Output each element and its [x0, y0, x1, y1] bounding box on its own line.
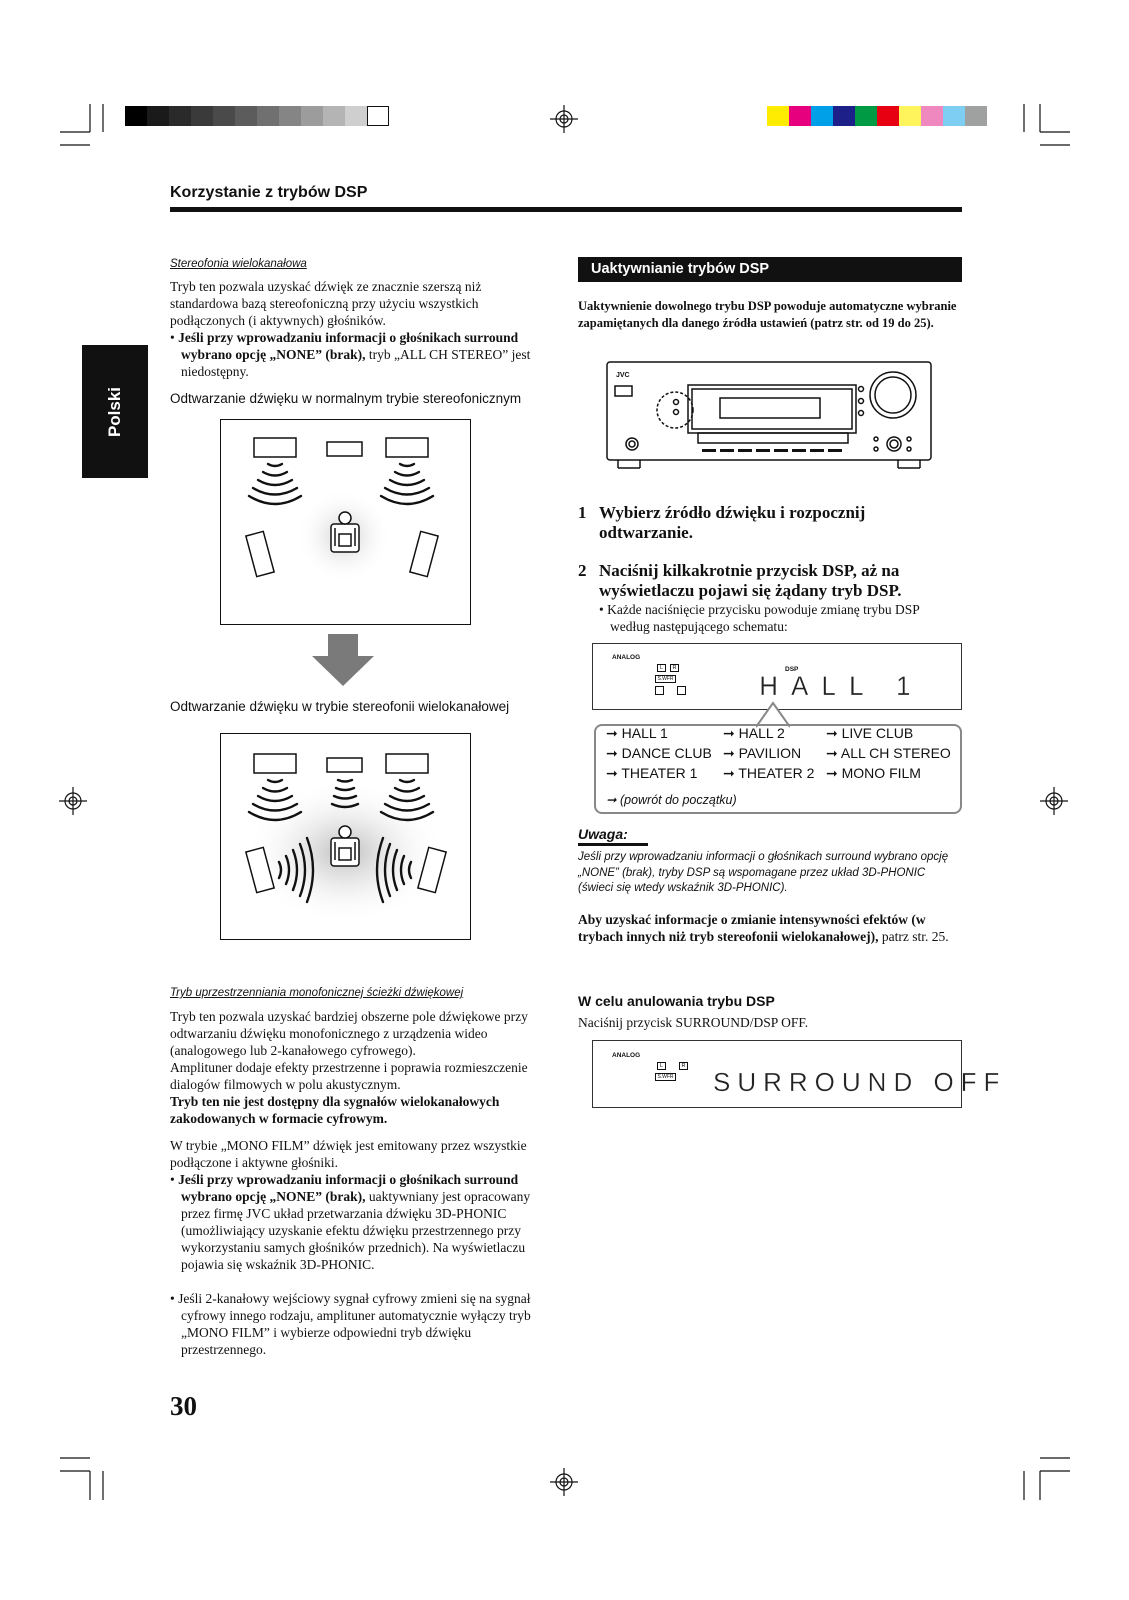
color-patch [811, 106, 833, 126]
receiver-brand: JVC [616, 372, 630, 379]
language-tab-label: Polski [105, 386, 124, 437]
arrow-right-icon: ➞ [723, 745, 739, 761]
color-patch [767, 106, 789, 126]
note-heading: Uwaga: [578, 826, 628, 842]
arrow-right-icon: ➞ [723, 765, 739, 781]
arrow-right-icon: ➞ [826, 745, 841, 761]
speaker-layout-icon [221, 420, 471, 625]
stereo-bullet-bold: Jeśli przy wprowadzaniu informacji o głośnikach surround wybrano opcję „NONE” (brak), [178, 330, 519, 362]
stereo-bullet-rest: tryb „ALL CH STEREO” jest niedostępny. [181, 347, 531, 379]
step2-bullet: • Każde naciśnięcie przycisku powoduje zmianę trybu DSP według następującego schematu: [599, 602, 920, 634]
language-tab [82, 345, 148, 478]
cancel-heading: W celu anulowania trybu DSP [578, 993, 775, 1009]
color-patch [833, 106, 855, 126]
lcd2-text: SURROUND OFF [713, 1067, 1007, 1097]
caption-normal: Odtwarzanie dźwięku w normalnym trybie stereofonicznym [170, 391, 522, 406]
dsp-sequence-box [594, 724, 962, 814]
color-strip [767, 106, 987, 126]
activate-intro: Uaktywnienie dowolnego trybu DSP powoduje automatyczne wybranie zapamiętanych dla danego źródła ustawień (patrz str. od 19 do 25). [578, 299, 957, 330]
grayscale-patch [345, 106, 367, 126]
mono-heading: Tryb uprzestrzenniania monofonicznej ścieżki dźwiękowej [170, 987, 464, 999]
lcd2-r: R [679, 1062, 688, 1070]
grayscale-patch [301, 106, 323, 126]
multichannel-stereo-diagram [220, 733, 471, 940]
dsp-mode-label: ALL CH STEREO [840, 745, 951, 761]
color-patch [943, 106, 965, 126]
dsp-mode-label: THEATER 1 [621, 765, 698, 781]
dsp-mode-label: MONO FILM [841, 765, 921, 781]
mono-bullet2: • Jeśli 2-kanałowy wejściowy sygnał cyfrowy zmieni się na sygnał cyfrowy innego rodzaju, amplituner automatycznie wyłączy tryb „MONO FILM” i wybierze odpowiedni tryb dźwięku przestrzennego. [170, 1291, 531, 1357]
color-patch [965, 106, 987, 126]
arrow-right-icon: ➞ [826, 765, 842, 781]
mono-para2: Amplituner dodaje efekty przestrzenne i poprawia rozmieszczenie dialogów filmowych w polu akustycznym. [170, 1060, 528, 1092]
mono-para3: W trybie „MONO FILM” dźwięk jest emitowany przez wszystkie podłączone i aktywne głośniki. [170, 1138, 527, 1170]
dsp-mode-item [606, 725, 668, 742]
color-patch [789, 106, 811, 126]
intensity-bold: Aby uzyskać informacje o zmianie intensywności efektów (w trybach innych niż tryb stereofonii wielokanałowej), [578, 912, 926, 944]
dsp-mode-label: PAVILION [738, 745, 802, 761]
arrow-right-icon: ➞ [826, 725, 842, 741]
grayscale-strip [125, 106, 389, 126]
lcd2-analog: ANALOG [612, 1052, 641, 1059]
stereo-heading: Stereofonia wielokanałowa [170, 258, 307, 270]
dsp-mode-item [723, 745, 801, 762]
step1-text: Wybierz źródło dźwięku i rozpocznij odtwarzanie. [599, 503, 866, 542]
page-number: 30 [170, 1391, 197, 1421]
activate-heading-bar [578, 257, 962, 282]
arrow-right-icon: ➞ [606, 765, 622, 781]
lcd1-l: L [657, 664, 666, 672]
down-arrow-icon [312, 634, 374, 686]
color-patch [855, 106, 877, 126]
lcd2-swfr: S.WFR [655, 1073, 676, 1081]
lcd1-indicator-right [677, 686, 686, 695]
dsp-mode-item [826, 765, 921, 782]
step2-text: Naciśnij kilkakrotnie przycisk DSP, aż na wyświetlaczu pojawi się żądany tryb DSP. [599, 561, 902, 600]
mono-para2-bold: Tryb ten nie jest dostępny dla sygnałów wielokanałowych zakodowanych w formacie cyfrowym. [170, 1094, 500, 1126]
lcd1-dsp: DSP [785, 666, 799, 673]
intensity-rest: patrz str. 25. [881, 929, 949, 944]
dsp-mode-label: HALL 1 [621, 725, 668, 741]
stereo-paragraph: Tryb ten pozwala uzyskać dźwięk ze znacznie szerszą niż standardowa bazą stereofoniczną przy użyciu wszystkich podłączonych (i aktywnych) głośników. [170, 279, 482, 328]
lcd1-indicator-left [655, 686, 664, 695]
mono-bullet1: • Jeśli przy wprowadzaniu informacji o głośnikach surround wybrano opcję „NONE” (brak), uaktywniany jest opracowany przez firmę JVC układ przetwarzania dźwięku 3D-PHONIC (umożliwiający uzyskanie efektu dźwięku przestrzennego przy wykorzystaniu samych głośników przednich). Na wyświetlaczu pojawia się wskaźnik 3D-PHONIC. [170, 1172, 531, 1272]
grayscale-patch [191, 106, 213, 126]
lcd-display-hall1 [592, 643, 962, 710]
mono-bullet2-text: Jeśli 2-kanałowy wejściowy sygnał cyfrowy zmieni się na sygnał cyfrowy innego rodzaju, amplituner automatycznie wyłączy tryb „MONO FILM” i wybierze odpowiedni tryb dźwięku przestrzennego. [178, 1291, 531, 1357]
color-patch [877, 106, 899, 126]
lcd1-swfr: S.WFR [655, 675, 676, 683]
dsp-mode-label: HALL 2 [738, 725, 785, 741]
normal-stereo-diagram [220, 419, 471, 625]
stereo-bullet: • Jeśli przy wprowadzaniu informacji o głośnikach surround wybrano opcję „NONE” (brak), tryb „ALL CH STEREO” jest niedostępny. [170, 330, 531, 379]
lcd-display-surround-off [592, 1040, 1007, 1108]
grayscale-patch [323, 106, 345, 126]
arrow-right-icon: ➞ [723, 725, 739, 741]
dsp-mode-item [606, 745, 712, 762]
lcd1-analog: ANALOG [612, 654, 641, 661]
dsp-mode-item [826, 725, 913, 742]
lcd2-l: L [657, 1062, 666, 1070]
dsp-mode-label: THEATER 2 [738, 765, 815, 781]
mono-bullet1-bold: Jeśli przy wprowadzaniu informacji o głośnikach surround wybrano opcję „NONE” (brak), [178, 1172, 519, 1204]
grayscale-patch [147, 106, 169, 126]
grayscale-patch [279, 106, 301, 126]
grayscale-patch [169, 106, 191, 126]
color-patch [921, 106, 943, 126]
dsp-mode-label: DANCE CLUB [621, 745, 712, 761]
grayscale-patch [257, 106, 279, 126]
note-underline [578, 843, 648, 846]
intensity-text [578, 911, 962, 945]
dsp-mode-item [723, 765, 814, 782]
color-patch [899, 106, 921, 126]
header-rule [170, 207, 962, 212]
lcd1-r: R [670, 664, 679, 672]
mono-para1: Tryb ten pozwala uzyskać bardziej obszerne pole dźwiękowe przy odtwarzaniu dźwięku monofonicznego z urządzenia wideo (analogowego lub 2-kanałowego cyfrowego). [170, 1009, 528, 1058]
section-title: Korzystanie z trybów DSP [170, 184, 368, 201]
arrow-right-icon: ➞ [606, 725, 622, 741]
sequence-return: ➞ (powrót do początku) [606, 793, 737, 807]
arrow-right-icon: ➞ [606, 745, 622, 761]
lcd1-text: HALL 1 [759, 671, 924, 701]
speaker-layout-multichannel-icon [221, 734, 471, 940]
note-text: Jeśli przy wprowadzaniu informacji o głośnikach surround wybrano opcję „NONE” (brak), tryby DSP są wspomagane przez układ 3D-PHONIC (świeci się wtedy wskaźnik 3D-PHONIC). [578, 851, 949, 894]
caption-multi: Odtwarzanie dźwięku w trybie stereofonii wielokanałowej [170, 699, 510, 714]
grayscale-patch [125, 106, 147, 126]
receiver-front-panel [606, 361, 932, 471]
dsp-mode-item [826, 745, 951, 762]
step2-number: 2 [578, 561, 587, 580]
grayscale-patch [367, 106, 389, 126]
grayscale-patch [235, 106, 257, 126]
dsp-mode-label: LIVE CLUB [841, 725, 914, 741]
cancel-text: Naciśnij przycisk SURROUND/DSP OFF. [578, 1015, 809, 1030]
step1-number: 1 [578, 503, 587, 522]
step2-bullet-text: Każde naciśnięcie przycisku powoduje zmianę trybu DSP według następującego schematu: [607, 602, 920, 634]
mono-bullet1-rest: uaktywniany jest opracowany przez firmę JVC układ przetwarzania dźwięku 3D-PHONIC (umożliwiający uzyskanie efektu dźwięku przestrzennego przy wykorzystaniu samych głośników przednich). Na wyświetlaczu pojawia się wskaźnik 3D-PHONIC. [181, 1189, 531, 1272]
dsp-mode-item [606, 765, 697, 782]
dsp-mode-item [723, 725, 785, 742]
sequence-return-text: (powrót do początku) [619, 793, 737, 807]
grayscale-patch [213, 106, 235, 126]
activate-heading: Uaktywnianie trybów DSP [591, 261, 770, 277]
